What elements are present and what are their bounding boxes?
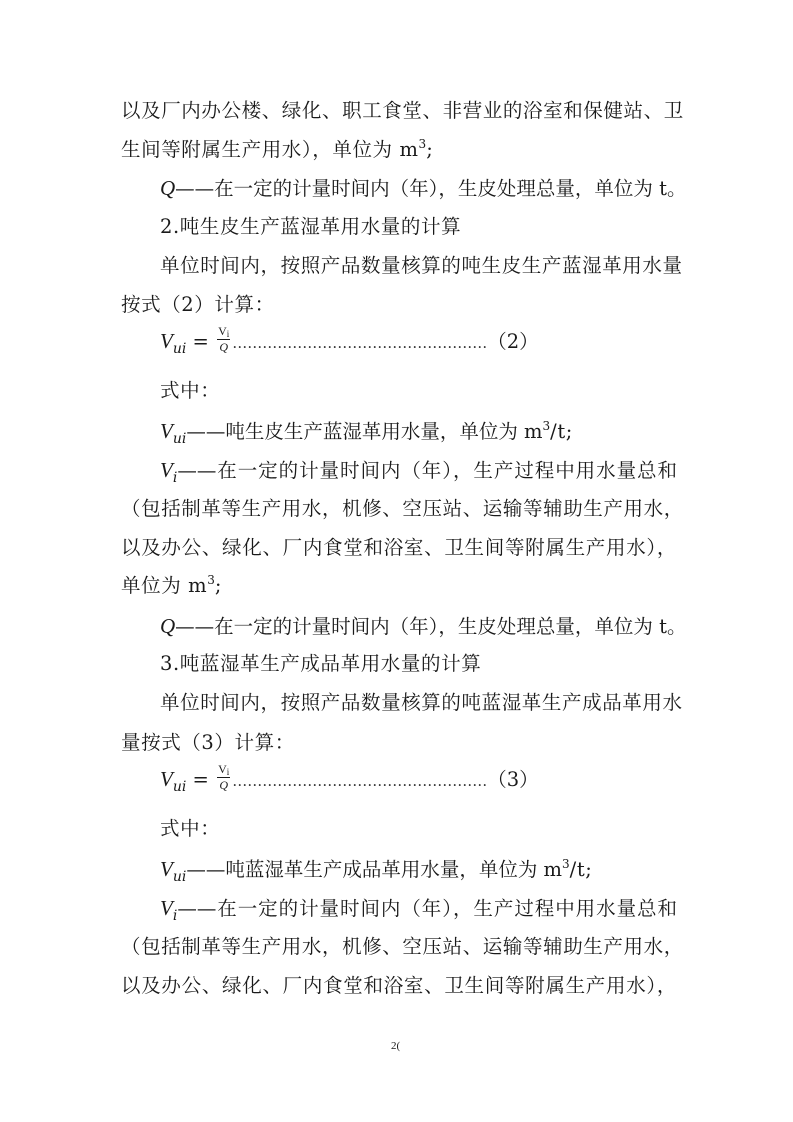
symbol-q: Q	[160, 176, 176, 200]
equals-sign: =	[192, 330, 209, 353]
text: 单位为 m	[121, 574, 208, 597]
formula-lhs: V	[160, 767, 173, 791]
subscript: i	[172, 908, 178, 924]
definition-vi	[160, 889, 677, 927]
definition-q	[160, 607, 687, 645]
paragraph-line: （包括制革等生产用水，机修、空压站、运输等辅助生产用水，	[121, 497, 684, 520]
subscript: ui	[172, 431, 187, 447]
leader-dots: ……………………………………………	[232, 772, 488, 790]
subscript: i	[172, 470, 178, 486]
paragraph-line: 以及办公、绿化、厂内食堂和浴室、卫生间等附属生产用水），	[121, 974, 677, 997]
definition-vui	[160, 412, 677, 450]
definition-vi	[160, 451, 677, 489]
leader-dots: ……………………………………………	[232, 334, 488, 352]
symbol-q: Q	[160, 614, 176, 638]
paragraph-line	[121, 131, 677, 169]
definition-text: ——在一定的计量时间内（年），生产过程中用水量总和	[177, 897, 677, 920]
paragraph-line: 以及办公、绿化、厂内食堂和浴室、卫生间等附属生产用水），	[121, 536, 677, 559]
formula-3	[160, 761, 539, 808]
text: /t;	[550, 420, 573, 443]
paragraph-line: 单位时间内，按照产品数量核算的吨生皮生产蓝湿革用水量	[160, 254, 683, 277]
paragraph-line: 式中：	[160, 817, 221, 840]
numerator: Vi	[218, 761, 230, 777]
formula-number: （3）	[487, 768, 539, 791]
formula-number: （2）	[487, 330, 539, 353]
paragraph-line: 式中：	[160, 379, 221, 402]
paragraph-line: 单位时间内，按照产品数量核算的吨蓝湿革生产成品革用水	[160, 691, 683, 714]
symbol-v: V	[160, 458, 173, 482]
superscript: 3	[542, 419, 551, 433]
definition-text: ——在一定的计量时间内（年），生皮处理总量，单位为 t。	[175, 615, 687, 638]
fraction	[217, 324, 230, 354]
definition-text: ——吨生皮生产蓝湿革用水量，单位为 m	[186, 420, 543, 443]
superscript: 3	[562, 857, 570, 871]
fraction	[217, 762, 230, 792]
symbol-v: V	[160, 857, 173, 881]
definition-q	[160, 169, 687, 207]
formula-lhs: V	[160, 329, 173, 353]
numerator: Vi	[218, 323, 230, 339]
text: ;	[426, 138, 434, 161]
paragraph-line: 以及厂内办公楼、绿化、职工食堂、非营业的浴室和保健站、卫	[121, 99, 684, 122]
formula-lhs-subscript: ui	[172, 341, 187, 357]
section-heading: 3.吨蓝湿革生产成品革用水量的计算	[160, 652, 482, 675]
definition-text: ——吨蓝湿革生产成品革用水量，单位为 m	[186, 858, 563, 881]
text: 生间等附属生产用水），单位为 m	[121, 138, 419, 161]
subscript: ui	[172, 869, 187, 885]
formula-lhs-subscript: ui	[172, 779, 187, 795]
text: /t;	[569, 858, 593, 881]
text: ;	[214, 574, 223, 597]
paragraph-line: 量按式（3）计算：	[121, 731, 295, 754]
symbol-v: V	[160, 419, 173, 443]
section-heading: 2.吨生皮生产蓝湿革用水量的计算	[160, 215, 462, 238]
symbol-v: V	[160, 896, 173, 920]
paragraph-line: 按式（2）计算：	[121, 293, 275, 316]
paragraph-line: （包括制革等生产用水，机修、空压站、运输等辅助生产用水，	[121, 935, 684, 958]
equals-sign: =	[192, 768, 209, 791]
denominator: Q	[219, 339, 228, 354]
definition-text: ——在一定的计量时间内（年），生产过程中用水量总和	[177, 459, 677, 482]
paragraph-line	[121, 567, 677, 605]
superscript: 3	[207, 573, 215, 587]
page-number: 2(	[391, 1040, 401, 1052]
formula-2	[160, 323, 539, 370]
definition-vui	[160, 850, 677, 888]
denominator: Q	[219, 777, 228, 792]
superscript: 3	[418, 137, 427, 151]
definition-text: ——在一定的计量时间内（年），生皮处理总量，单位为 t。	[175, 177, 687, 200]
